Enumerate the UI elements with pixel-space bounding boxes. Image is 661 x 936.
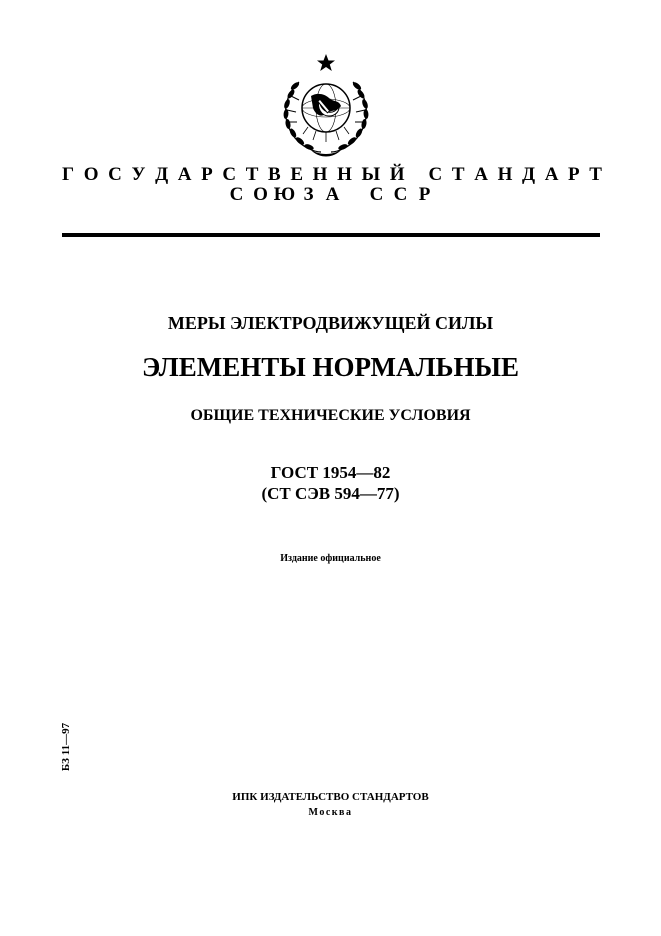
header-letter: Т <box>451 164 465 185</box>
header-letter: Н <box>497 164 513 185</box>
header-letter: В <box>268 164 281 185</box>
header-letter: Д <box>155 164 169 185</box>
header-letter: Й <box>389 164 405 185</box>
ussr-coat-of-arms-icon <box>269 52 383 160</box>
header-letter: Ю <box>273 184 296 205</box>
header-letter: З <box>303 184 314 205</box>
document-subject: МЕРЫ ЭЛЕКТРОДВИЖУЩЕЙ СИЛЫ <box>167 313 494 333</box>
header-letter: О <box>83 164 99 185</box>
header-letter: Н <box>312 164 328 185</box>
sev-number: (СТ СЭВ 594—77) <box>261 484 400 503</box>
header-letter: С <box>222 164 237 185</box>
header-letter: Ы <box>361 164 381 185</box>
gost-number: ГОСТ 1954—82 <box>270 463 391 482</box>
header-letter: А <box>177 164 192 185</box>
header-letter: Р <box>418 184 431 205</box>
header-letter: О <box>253 184 268 205</box>
edition-note: Издание официальное <box>280 553 381 564</box>
header-letter: Е <box>290 164 304 185</box>
header-ussr <box>0 183 661 207</box>
header-letter: Т <box>245 164 259 185</box>
header-letter: А <box>325 184 340 205</box>
document-title: ЭЛЕМЕНТЫ НОРМАЛЬНЫЕ <box>142 352 519 382</box>
header-letter: С <box>369 184 384 205</box>
header-letter: У <box>131 164 146 185</box>
document-subtitle: ОБЩИЕ ТЕХНИЧЕСКИЕ УСЛОВИЯ <box>190 407 471 424</box>
header-word <box>365 183 437 207</box>
header-letter: С <box>108 164 122 185</box>
header-letter: Р <box>201 164 213 185</box>
header-letter: Н <box>337 164 352 185</box>
header-letter: С <box>428 164 443 185</box>
side-code: БЗ 11—97 <box>60 722 72 772</box>
header-letter: Г <box>62 164 75 185</box>
publisher-city: Москва <box>308 807 353 818</box>
header-letter: Д <box>521 164 536 185</box>
header-letter: А <box>474 164 488 185</box>
header-letter: Р <box>568 164 580 185</box>
header-letter: С <box>229 184 244 205</box>
header-divider <box>62 233 600 237</box>
header-word <box>225 183 345 207</box>
header-letter: Т <box>589 164 602 185</box>
header-letter: С <box>393 184 408 205</box>
header-letter: А <box>544 164 559 185</box>
publisher: ИПК ИЗДАТЕЛЬСТВО СТАНДАРТОВ <box>232 791 429 803</box>
